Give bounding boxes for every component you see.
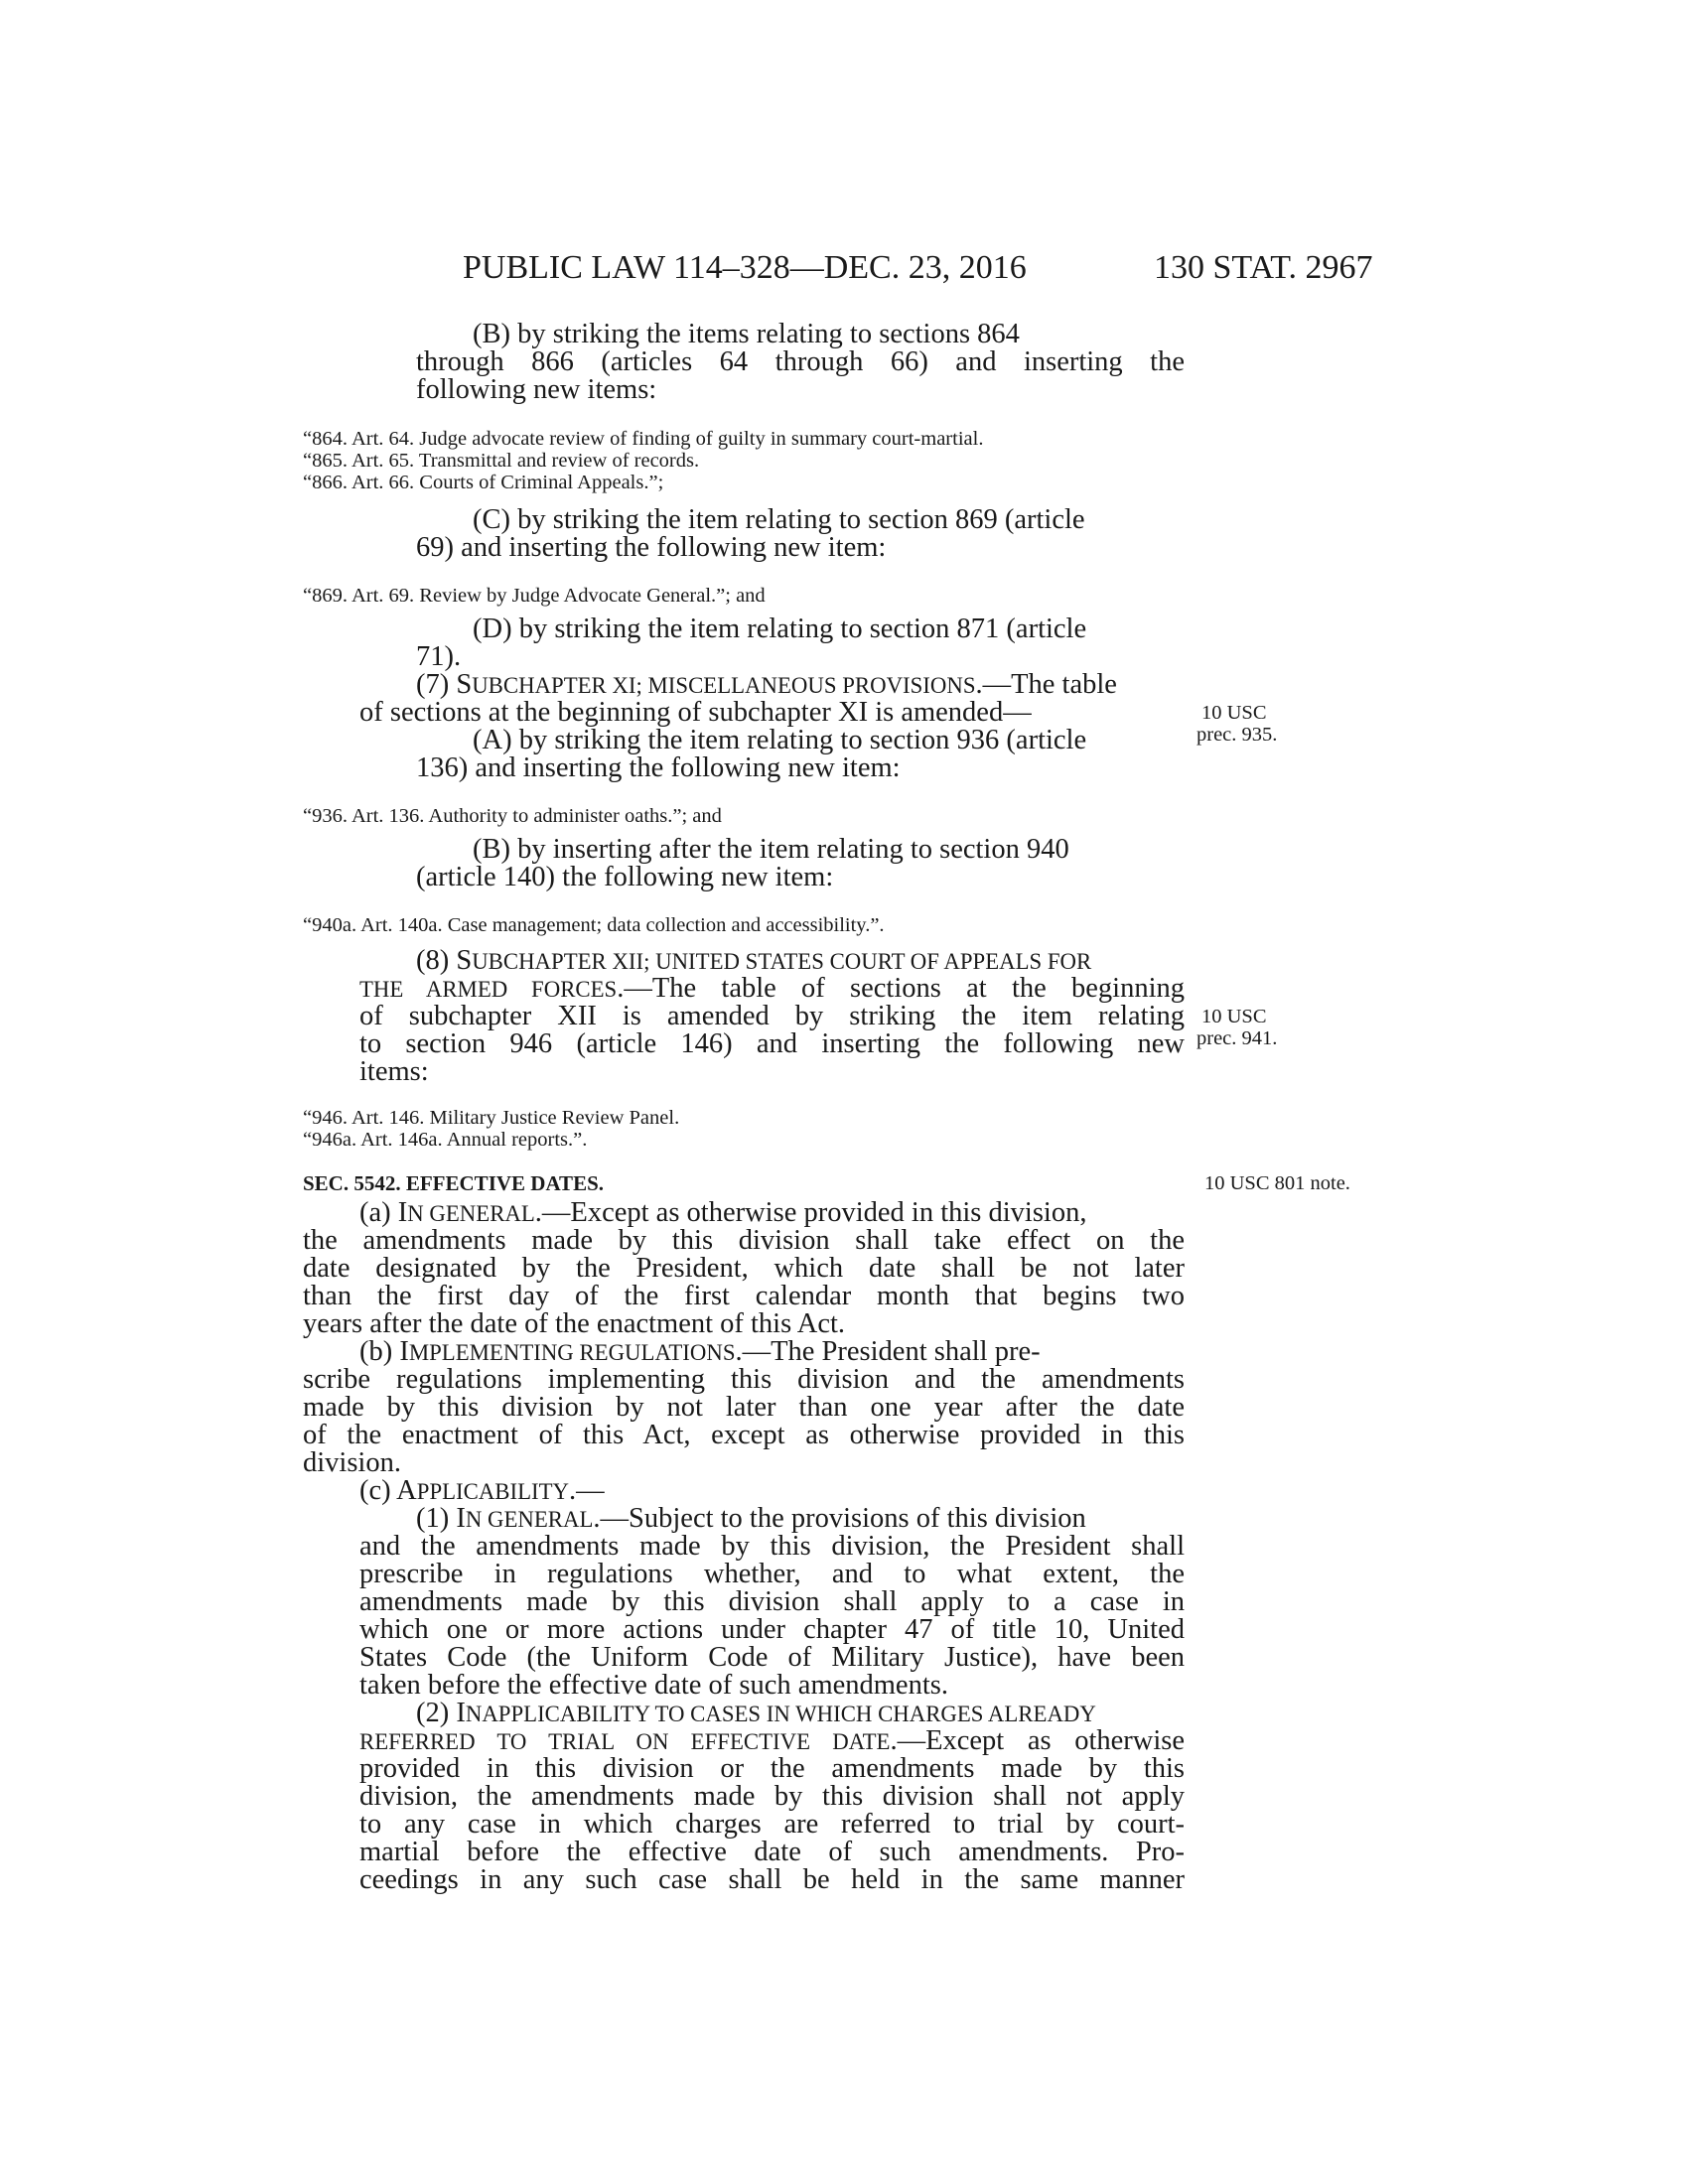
para-c-line-1: (C) by striking the item relating to section 869 (article (473, 504, 1085, 535)
para-7b-line-2: (article 140) the following new item: (416, 862, 834, 892)
item-936: “936. Art. 136. Authority to administer oaths.”; and (303, 805, 722, 827)
page-header-title: PUBLIC LAW 114–328—DEC. 23, 2016 (463, 249, 1027, 286)
sub-a-line-2: the amendments made by this division shall take effect on the (303, 1225, 1185, 1256)
item-869: “869. Art. 69. Review by Judge Advocate General.”; and (303, 585, 766, 607)
sub-b-line-2: scribe regulations implementing this division and the amendments (303, 1364, 1185, 1395)
para-8-line-2: THE ARMED FORCES.—The table of sections at the beginning (359, 973, 1185, 1004)
sub-b-line-1: (b) IMPLEMENTING REGULATIONS.—The President shall pre- (359, 1336, 1041, 1367)
item-946a: “946a. Art. 146a. Annual reports.”. (303, 1129, 588, 1151)
sub-a-line-3: date designated by the President, which date shall be not later (303, 1253, 1185, 1284)
margin-note-prec-941-line-2: prec. 941. (1196, 1027, 1278, 1049)
item-866: “866. Art. 66. Courts of Criminal Appeals.”; (303, 472, 664, 493)
c2-line-4: division, the amendments made by this division shall not apply (359, 1781, 1185, 1812)
margin-note-801-note: 10 USC 801 note. (1204, 1172, 1350, 1194)
page-header-stat: 130 STAT. 2967 (1154, 249, 1373, 286)
c1-line-4: amendments made by this division shall apply to a case in (359, 1586, 1185, 1617)
item-946: “946. Art. 146. Military Justice Review Panel. (303, 1107, 680, 1129)
item-940a: “940a. Art. 140a. Case management; data collection and accessibility.”. (303, 914, 885, 936)
para-b-line-1: (B) by striking the items relating to sections 864 (473, 319, 1020, 349)
c1-line-3: prescribe in regulations whether, and to what extent, the (359, 1559, 1185, 1589)
c2-line-5: to any case in which charges are referred to trial by court- (359, 1809, 1185, 1840)
c1-line-6: States Code (the Uniform Code of Military Justice), have been (359, 1642, 1185, 1673)
item-865: “865. Art. 65. Transmittal and review of records. (303, 450, 700, 472)
para-7b-line-1: (B) by inserting after the item relating to section 940 (473, 834, 1069, 865)
c2-line-2: REFERRED TO TRIAL ON EFFECTIVE DATE.—Except as otherwise (359, 1725, 1185, 1756)
sub-a-line-4: than the first day of the first calendar month that begins two (303, 1281, 1185, 1311)
para-7-line-2: of sections at the beginning of subchapter XI is amended— (359, 697, 1032, 728)
para-c-line-2: 69) and inserting the following new item: (416, 532, 887, 563)
sub-a-line-5: years after the date of the enactment of this Act. (303, 1308, 846, 1339)
para-b-line-3: following new items: (416, 374, 657, 405)
margin-note-prec-935-line-2: prec. 935. (1196, 724, 1278, 746)
sub-b-line-4: of the enactment of this Act, except as otherwise provided in this (303, 1420, 1185, 1450)
c2-line-1: (2) INAPPLICABILITY TO CASES IN WHICH CHARGES ALREADY (416, 1698, 1096, 1728)
para-7-line-1: (7) SUBCHAPTER XI; MISCELLANEOUS PROVISIONS.—The table (416, 669, 1117, 700)
para-d-line-1: (D) by striking the item relating to section 871 (article (473, 614, 1087, 644)
margin-note-prec-935-line-1: 10 USC (1201, 702, 1267, 724)
c1-line-2: and the amendments made by this division, the President shall (359, 1531, 1185, 1562)
c2-line-7: ceedings in any such case shall be held in the same manner (359, 1864, 1185, 1895)
item-864: “864. Art. 64. Judge advocate review of finding of guilty in summary court-martial. (303, 428, 984, 450)
c2-line-3: provided in this division or the amendments made by this (359, 1753, 1185, 1784)
margin-note-prec-941-line-1: 10 USC (1201, 1006, 1267, 1027)
sub-b-line-5: division. (303, 1447, 401, 1478)
para-8-line-1: (8) SUBCHAPTER XII; UNITED STATES COURT OF APPEALS FOR (416, 945, 1092, 976)
para-8-line-4: to section 946 (article 146) and inserting the following new (359, 1028, 1185, 1059)
c1-line-1: (1) IN GENERAL.—Subject to the provisions of this division (416, 1503, 1086, 1534)
para-b-line-2: through 866 (articles 64 through 66) and inserting the (416, 346, 1185, 377)
c2-line-6: martial before the effective date of such amendments. Pro- (359, 1837, 1185, 1867)
c1-line-7: taken before the effective date of such amendments. (359, 1670, 948, 1701)
sub-b-line-3: made by this division by not later than one year after the date (303, 1392, 1185, 1423)
para-7a-line-1: (A) by striking the item relating to section 936 (article (473, 725, 1087, 755)
para-d-line-2: 71). (416, 641, 462, 672)
para-8-line-5: items: (359, 1056, 429, 1087)
sub-c-line-1: (c) APPLICABILITY.— (359, 1475, 605, 1506)
c1-line-5: which one or more actions under chapter 47 of title 10, United (359, 1614, 1185, 1645)
sub-a-line-1: (a) IN GENERAL.—Except as otherwise provided in this division, (359, 1197, 1087, 1228)
para-7a-line-2: 136) and inserting the following new item: (416, 752, 901, 783)
para-8-line-3: of subchapter XII is amended by striking the item relating (359, 1001, 1185, 1031)
section-heading: SEC. 5542. EFFECTIVE DATES. (303, 1171, 605, 1195)
